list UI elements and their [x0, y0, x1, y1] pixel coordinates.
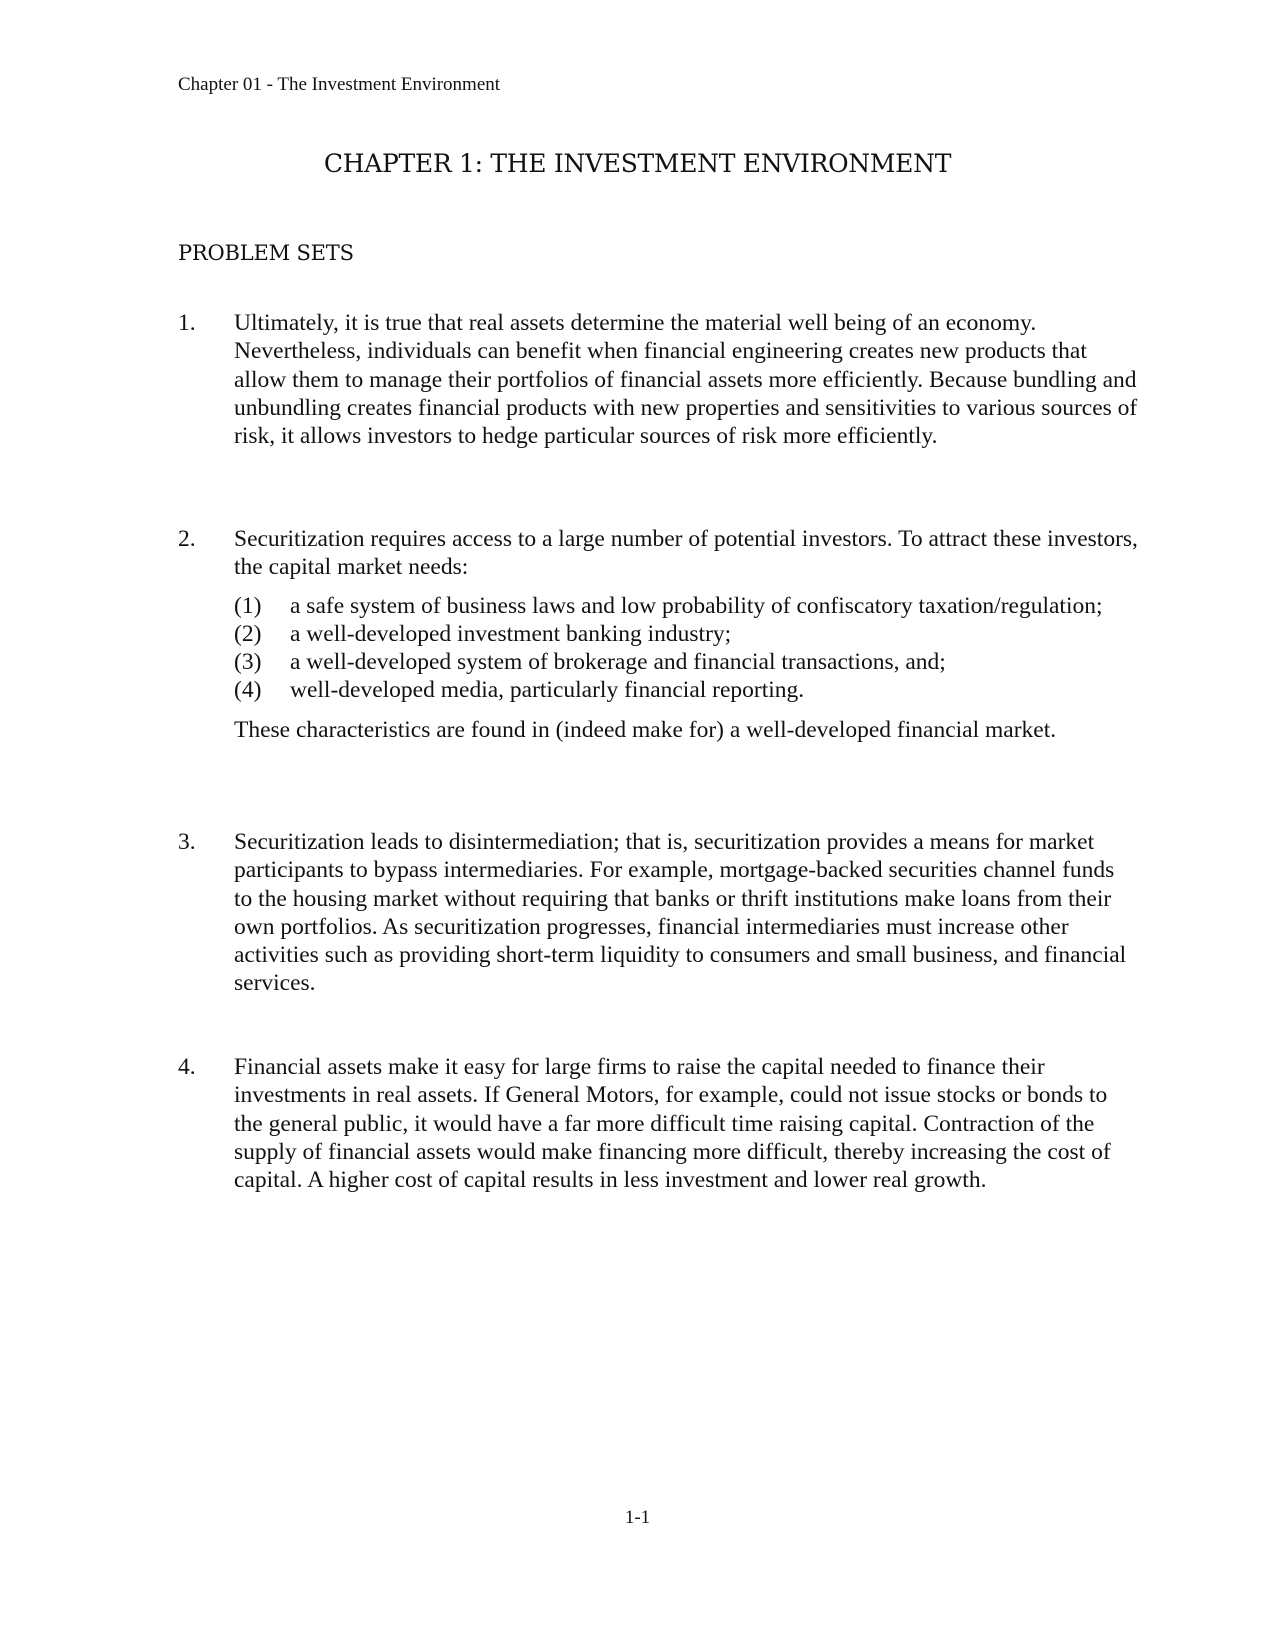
- list-item-number: (3): [234, 649, 262, 676]
- list-item: [234, 676, 1138, 704]
- problem-3: [178, 828, 1138, 998]
- problem-number: 4.: [178, 1054, 196, 1080]
- problem-text: Financial assets make it easy for large firms to raise the capital needed to finance their investments in real assets. If General Motors, for example, could not issue stocks or bonds to the general public, it would have a far more difficult time raising capital. Contraction of the supply of financial assets would make financing more difficult, thereby increasing the cost of capital. A higher cost of capital results in less investment and lower real growth.: [234, 1054, 1111, 1194]
- problem-text: Securitization leads to disintermediation; that is, securitization provides a means for market participants to bypass intermediaries. For example, mortgage-backed securities channel funds to the housing market without requiring that banks or thrift institutions make loans from their own portfolios. As securitization progresses, financial intermediaries must increase other activities such as providing short-term liquidity to consumers and small business, and financial services.: [234, 829, 1127, 997]
- problem-text: Ultimately, it is true that real assets determine the material well being of an economy. Nevertheless, individuals can benefit when financial engineering creates new products that allow them to manage their portfolios of financial assets more efficiently. Because bundling and unbundling creates financial products with new properties and sensitivities to various sources of risk, it allows investors to hedge particular sources of risk more efficiently.: [234, 310, 1138, 450]
- problem-2: [178, 525, 1138, 744]
- list-item-text: a safe system of business laws and low probability of confiscatory taxation/regulation;: [290, 592, 1103, 619]
- list-item-text: well-developed media, particularly financial reporting.: [290, 677, 805, 704]
- list-item-number: (4): [234, 677, 262, 704]
- problem-number: 1.: [178, 310, 196, 336]
- list-item-number: (1): [234, 592, 262, 619]
- page-number: 1-1: [624, 1507, 651, 1528]
- list-item-number: (2): [234, 620, 262, 647]
- list-item: [234, 592, 1138, 620]
- problem-4: [178, 1053, 1138, 1194]
- problem-number: 2.: [178, 526, 196, 552]
- running-header: Chapter 01 - The Investment Environment: [178, 74, 501, 95]
- section-title: PROBLEM SETS: [178, 241, 354, 265]
- problem-1: [178, 309, 1138, 450]
- problem-closing-text: These characteristics are found in (indeed make for) a well-developed financial market.: [234, 716, 1057, 743]
- requirements-list: [234, 592, 1138, 705]
- list-item: [234, 620, 1138, 648]
- problem-number: 3.: [178, 829, 196, 855]
- list-item-text: a well-developed investment banking industry;: [290, 620, 732, 647]
- chapter-title: CHAPTER 1: THE INVESTMENT ENVIRONMENT: [323, 149, 952, 178]
- list-item: [234, 648, 1138, 676]
- list-item-text: a well-developed system of brokerage and financial transactions, and;: [290, 649, 946, 676]
- problem-text: Securitization requires access to a large number of potential investors. To attract these investors, the capital market needs:: [234, 526, 1138, 581]
